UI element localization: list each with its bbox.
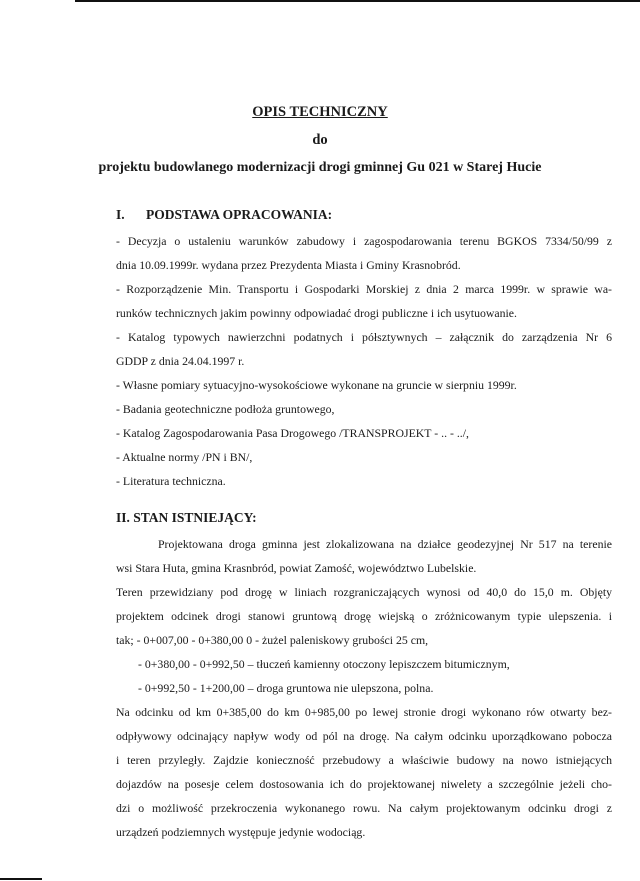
paragraph-line: - 0+380,00 - 0+992,50 – tłuczeń kamienny otoczony lepiszczem bitumicznym, [138, 657, 510, 671]
paragraph-line: Na odcinku od km 0+385,00 do km 0+985,00 po lewej stronie drogi wykonano rów otwarty bez- [116, 705, 612, 719]
project-title: projektu budowlanego modernizacji drogi gminnej Gu 021 w Starej Hucie [98, 160, 542, 175]
paragraph-line: odpływowy odcinający napływ wody od pól na drogę. Na całym odcinku uporządkowano pobocza [116, 729, 612, 743]
paragraph-line: - 0+992,50 - 1+200,00 – droga gruntowa nie ulepszona, polna. [138, 681, 434, 695]
paragraph-line: dnia 10.09.1999r. wydana przez Prezydenta Miasta i Gminy Krasnobród. [116, 258, 461, 272]
paragraph-line: - Badania geotechniczne podłoża gruntowego, [116, 402, 335, 416]
paragraph-line: - Literatura techniczna. [116, 474, 226, 488]
section-heading-podstawa [116, 207, 332, 223]
section-heading-stan-istniejacy: II. STAN ISTNIEJĄCY: [116, 510, 257, 525]
paragraph-line: i teren przyległy. Zajdzie konieczność przebudowy a właściwie budowy na nowo istniejących [116, 753, 612, 767]
paragraph-line: urządzeń podziemnych występuje jedynie wodociąg. [116, 825, 366, 839]
paragraph-line: - Rozporządzenie Min. Transportu i Gospodarki Morskiej z dnia 2 marca 1999r. w sprawie wa- [116, 282, 612, 296]
paragraph-line: runków technicznych jakim powinny odpowiadać drogi publiczne i ich usytuowanie. [116, 306, 517, 320]
section-heading-text: PODSTAWA OPRACOWANIA: [146, 207, 333, 222]
paragraph-line: - Katalog typowych nawierzchni podatnych i półsztywnych – załącznik do zarządzenia Nr 6 [116, 330, 612, 344]
paragraph-line: dzi o możliwość przekroczenia wykonanego rowu. Na całym projektowanym odcinku drogi z [116, 801, 612, 815]
top-rule [75, 0, 640, 2]
section-number: I. [116, 207, 125, 222]
document-subtitle-do: do [312, 132, 328, 148]
paragraph-line: Teren przewidziany pod drogę w liniach rozgraniczających wynosi od 40,0 do 15,0 m. Objęty [116, 585, 612, 599]
paragraph-line: - Katalog Zagospodarowania Pasa Drogowego /TRANSPROJEKT - .. - ../, [116, 426, 469, 440]
paragraph-line: Projektowana droga gminna jest zlokalizowana na działce geodezyjnej Nr 517 na terenie [158, 537, 612, 551]
paragraph-line: tak; - 0+007,00 - 0+380,00 0 - żużel paleniskowy grubości 25 cm, [116, 633, 429, 647]
paragraph-line: GDDP z dnia 24.04.1997 r. [116, 354, 245, 368]
paragraph-line: - Własne pomiary sytuacyjno-wysokościowe wykonane na gruncie w sierpniu 1999r. [116, 378, 517, 392]
paragraph-line: dojazdów na posesje celem dostosowania ich do projektowanej niwelety a szczególnie jeżeli cho- [116, 777, 612, 791]
paragraph-line: projektem odcinek drogi stanowi gruntową drogę wiejską o zróżnicowanym typie ulepszenia. i [116, 609, 612, 623]
paragraph-line: - Aktualne normy /PN i BN/, [116, 450, 253, 464]
bottom-rule [0, 878, 42, 880]
paragraph-line: - Decyzja o ustaleniu warunków zabudowy i zagospodarowania terenu BGKOS 7334/50/99 z [116, 234, 612, 248]
paragraph-line: wsi Stara Huta, gmina Krasnbród, powiat Zamość, województwo Lubelskie. [116, 561, 477, 575]
document-title: OPIS TECHNICZNY [252, 104, 388, 120]
